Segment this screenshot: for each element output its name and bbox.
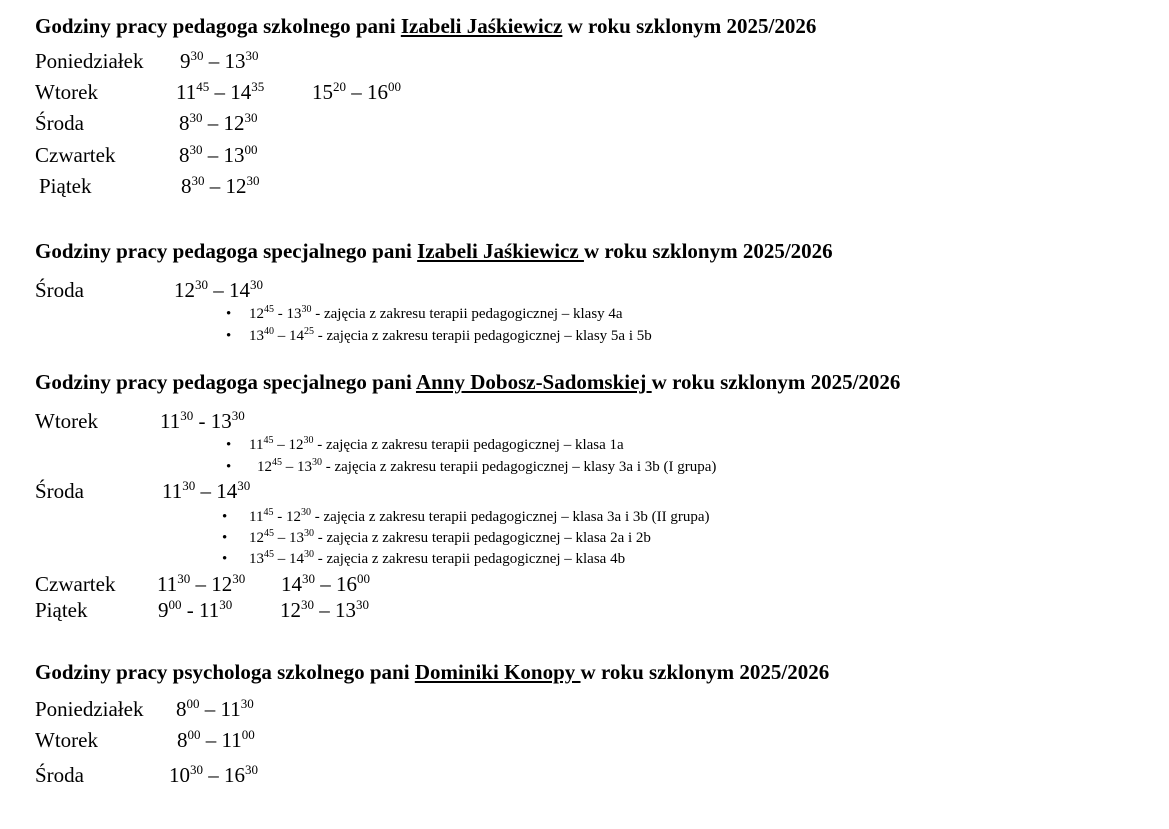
title-text: Godziny pracy pedagoga specjalnego pani: [35, 370, 416, 394]
staff-name: Anny Dobosz-Sadomskiej: [415, 370, 652, 394]
day-label: Środa: [35, 763, 84, 787]
day-label: Środa: [35, 479, 84, 503]
list-item: • $11^{45} - 12^{30}$ - zajęcia z zakresu terapii pedagogicznej – klasa 3a i 3b (II grupa): [222, 507, 710, 525]
time-range: $11^{30} - 12^{30}$: [157, 571, 246, 596]
bullet-icon: •: [226, 437, 232, 453]
section-title: [35, 370, 900, 394]
section-title: [35, 14, 816, 38]
time-range: $8^{00} - 11^{00}$: [177, 727, 255, 752]
bullet-icon: •: [222, 509, 228, 525]
time-range: $8^{30} - 12^{30}$: [181, 173, 260, 198]
day-label: Środa: [35, 278, 84, 302]
time-range: $11^{45} - 14^{35}$: [176, 79, 265, 104]
time-range: $11^{30} - 14^{30}$: [162, 478, 251, 503]
title-text: w roku szklonym 2025/2026: [580, 660, 830, 684]
staff-name: Dominiki Konopy: [414, 660, 581, 684]
time-range: $11^{30} - 13^{30}$: [160, 408, 245, 433]
title-text: Godziny pracy psychologa szkolnego pani: [35, 660, 415, 684]
day-label: Wtorek: [35, 728, 98, 752]
title-text: Godziny pracy pedagoga specjalnego pani: [35, 239, 418, 263]
bullet-icon: •: [226, 306, 232, 322]
title-text: w roku szklonym 2025/2026: [583, 239, 833, 263]
list-item: • $12^{45} - 13^{30}$ - zajęcia z zakresu terapii pedagogicznej – klasy 3a i 3b (I grupa): [226, 457, 717, 475]
day-label: Wtorek: [35, 409, 98, 433]
section-title: [35, 239, 833, 263]
time-range: $9^{30} - 13^{30}$: [180, 48, 259, 73]
section-title: [35, 660, 829, 684]
bullet-icon: •: [222, 551, 228, 567]
list-item: • $11^{45} - 12^{30}$ - zajęcia z zakresu terapii pedagogicznej – klasa 1a: [226, 435, 624, 453]
staff-name: Izabeli Jaśkiewicz: [400, 14, 563, 38]
day-label: Piątek: [39, 174, 92, 198]
time-range: $10^{30} - 16^{30}$: [169, 762, 258, 787]
title-text: w roku szklonym 2025/2026: [651, 370, 901, 394]
list-item: • $13^{40} - 14^{25}$ - zajęcia z zakresu terapii pedagogicznej – klasy 5a i 5b: [226, 326, 652, 344]
day-label: Środa: [35, 111, 84, 135]
time-range: $15^{20} - 16^{00}$: [312, 79, 401, 104]
list-item: • $12^{45} - 13^{30}$ - zajęcia z zakresu terapii pedagogicznej – klasa 2a i 2b: [222, 528, 651, 546]
bullet-icon: •: [222, 530, 228, 546]
day-label: Czwartek: [35, 572, 116, 596]
time-range: $8^{30} - 13^{00}$: [179, 142, 258, 167]
time-range: $9^{00} - 11^{30}$: [158, 597, 233, 622]
time-range: $14^{30} - 16^{00}$: [281, 571, 370, 596]
staff-name: Izabeli Jaśkiewicz: [417, 239, 584, 263]
bullet-icon: •: [226, 328, 232, 344]
time-range: $8^{00} - 11^{30}$: [176, 696, 254, 721]
bullet-icon: •: [226, 459, 232, 475]
title-text: w roku szklonym 2025/2026: [562, 14, 817, 38]
day-label: Piątek: [35, 598, 88, 622]
time-range: $12^{30} - 13^{30}$: [280, 597, 369, 622]
list-item: • $12^{45} - 13^{30}$ - zajęcia z zakresu terapii pedagogicznej – klasy 4a: [226, 304, 623, 322]
title-text: Godziny pracy pedagoga szkolnego pani: [35, 14, 401, 38]
day-label: Poniedziałek: [35, 697, 144, 721]
list-item: • $13^{45} - 14^{30}$ - zajęcia z zakresu terapii pedagogicznej – klasa 4b: [222, 549, 626, 567]
time-range: $12^{30} - 14^{30}$: [174, 277, 263, 302]
day-label: Czwartek: [35, 143, 116, 167]
day-label: Wtorek: [35, 80, 98, 104]
time-range: $8^{30} - 12^{30}$: [179, 110, 258, 135]
day-label: Poniedziałek: [35, 49, 144, 73]
